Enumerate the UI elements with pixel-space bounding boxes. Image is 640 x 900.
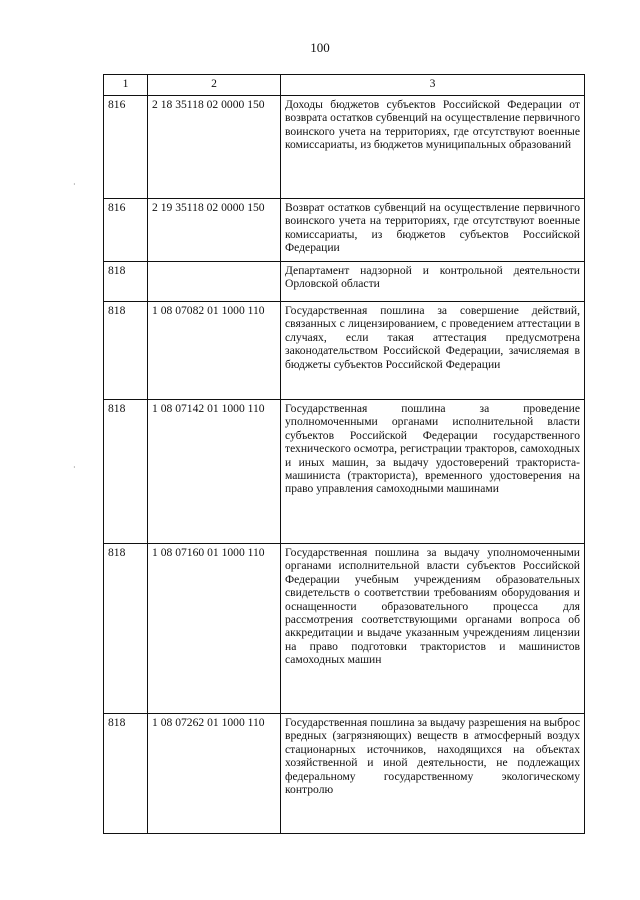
kbk-code-cell: 1 08 07082 01 1000 110: [148, 302, 281, 400]
description-cell: Доходы бюджетов субъектов Российской Федерации от возврата остатков субвенций на осуществление первичного воинского учета на территориях, где отсутствуют военные комиссариаты, из бюджетов муниципальных образований: [281, 96, 585, 199]
description-cell: Возврат остатков субвенций на осуществление первичного воинского учета на территориях, где отсутствуют военные комиссариаты, из бюджетов субъектов Российской Федерации: [281, 199, 585, 262]
kbk-code-cell: 2 18 35118 02 0000 150: [148, 96, 281, 199]
header-col-3: 3: [281, 75, 585, 96]
table-header-row: [104, 75, 585, 96]
kbk-code-cell: 1 08 07160 01 1000 110: [148, 544, 281, 714]
table-row: [104, 199, 585, 262]
header-col-2: 2: [148, 75, 281, 96]
admin-code-cell: 818: [104, 400, 148, 544]
admin-code-cell: 818: [104, 262, 148, 302]
kbk-code-cell: 1 08 07262 01 1000 110: [148, 714, 281, 834]
admin-code-cell: 818: [104, 302, 148, 400]
description-cell: Департамент надзорной и контрольной деятельности Орловской области: [281, 262, 585, 302]
description-cell: Государственная пошлина за выдачу разрешения на выброс вредных (загрязняющих) веществ в атмосферный воздух стационарных источников, находящихся на объектах хозяйственной и иной деятельности, не подлежащих федеральному государственному экологическому контролю: [281, 714, 585, 834]
table-row: [104, 302, 585, 400]
header-col-1: 1: [104, 75, 148, 96]
table-row: [104, 262, 585, 302]
table-row: [104, 96, 585, 199]
description-cell: Государственная пошлина за совершение действий, связанных с лицензированием, с проведением аттестации в случаях, если такая аттестация предусмотрена законодательством Российской Федерации, зачисляемая в бюджеты субъектов Российской Федерации: [281, 302, 585, 400]
description-cell: Государственная пошлина за проведение уполномоченными органами исполнительной власти субъектов Российской Федерации государственного технического осмотра, регистрации тракторов, самоходных и иных машин, за выдачу удостоверений тракториста-машиниста (тракториста), временного удостоверения на право управления самоходными машинами: [281, 400, 585, 544]
page-number: 100: [310, 40, 330, 55]
budget-codes-table: [103, 74, 585, 834]
kbk-code-cell: 2 19 35118 02 0000 150: [148, 199, 281, 262]
description-cell: Государственная пошлина за выдачу уполномоченными органами исполнительной власти субъектов Российской Федерации учебным учреждениям образовательных свидетельств о соответствии требованиям оборудования и оснащенности образовательного процесса для рассмотрения соответствующими органами вопроса об аккредитации и выдаче указанным учреждениям лицензии на право подготовки трактористов и машинистов самоходных машин: [281, 544, 585, 714]
admin-code-cell: 816: [104, 199, 148, 262]
admin-code-cell: 818: [104, 544, 148, 714]
margin-mark: ·: [73, 463, 76, 472]
admin-code-cell: 818: [104, 714, 148, 834]
margin-mark: ·: [73, 180, 76, 189]
kbk-code-cell: 1 08 07142 01 1000 110: [148, 400, 281, 544]
table-row: [104, 714, 585, 834]
kbk-code-cell: [148, 262, 281, 302]
table-row: [104, 544, 585, 714]
table-row: [104, 400, 585, 544]
admin-code-cell: 816: [104, 96, 148, 199]
